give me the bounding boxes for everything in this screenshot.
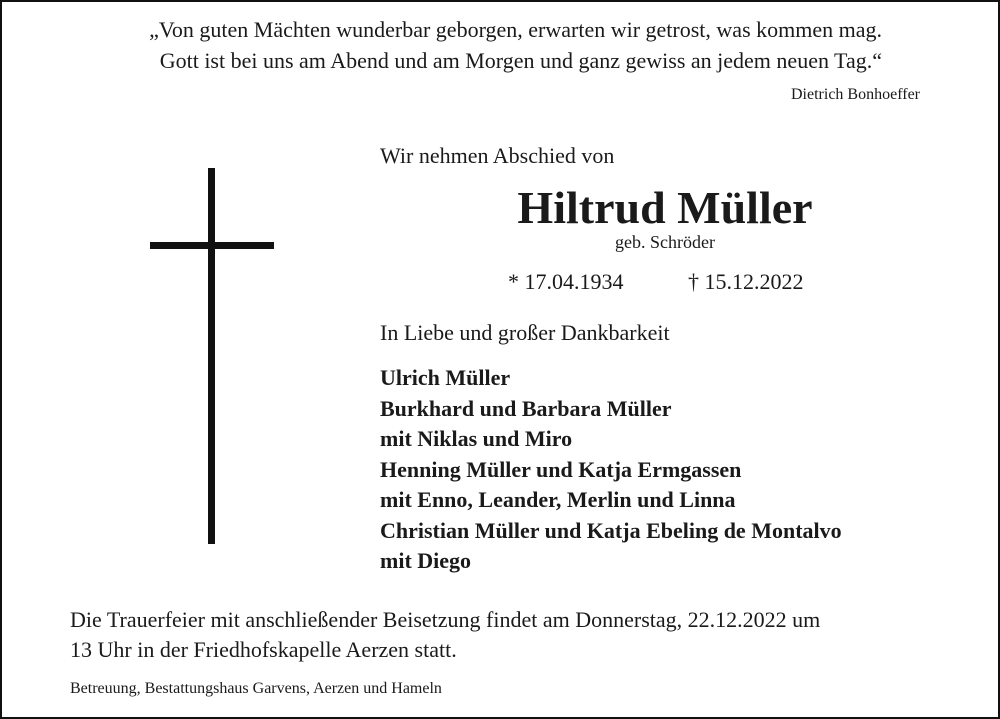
quote-line-2: Gott ist bei uns am Abend und am Morgen und ganz gewiss an jedem neuen Tag.“ (159, 48, 882, 73)
quote-author: Dietrich Bonhoeffer (791, 86, 920, 103)
mourner-entry: Burkhard und Barbara Müller (380, 395, 672, 421)
quote-line-1: „Von guten Mächten wunderbar geborgen, erwarten wir getrost, was kommen mag. (149, 17, 882, 42)
bonhoeffer-quote (42, 14, 882, 76)
cross-horizontal-bar (150, 242, 274, 249)
service-line-2: 13 Uhr in der Friedhofskapelle Aerzen statt. (70, 637, 457, 662)
mourner-entry: Ulrich Müller (380, 365, 511, 390)
mourner-entry: mit Niklas und Miro (380, 426, 573, 451)
cross-icon (150, 168, 274, 544)
mourners-list (380, 363, 842, 577)
cross-vertical-bar (208, 168, 215, 544)
thanks-line: In Liebe und großer Dankbarkeit (380, 320, 670, 345)
funeral-service-notice (70, 605, 820, 665)
mourner-entry: Henning Müller und Katja Ermgassen (380, 456, 742, 482)
mourner-entry: Christian Müller und Katja Ebeling de Montalvo (380, 517, 842, 543)
birth-name: geb. Schröder (615, 232, 715, 252)
mourner-entry: mit Diego (380, 548, 472, 573)
service-line-1: Die Trauerfeier mit anschließender Beisetzung findet am Donnerstag, 22.12.2022 um (70, 607, 821, 632)
death-date: † 15.12.2022 (688, 269, 804, 294)
deceased-name: Hiltrud Müller (517, 182, 813, 233)
undertaker-credit: Betreuung, Bestattungshaus Garvens, Aerzen und Hameln (70, 680, 442, 697)
birth-date: * 17.04.1934 (508, 269, 624, 294)
farewell-intro: Wir nehmen Abschied von (380, 143, 615, 168)
mourner-entry: mit Enno, Leander, Merlin und Linna (380, 487, 736, 512)
